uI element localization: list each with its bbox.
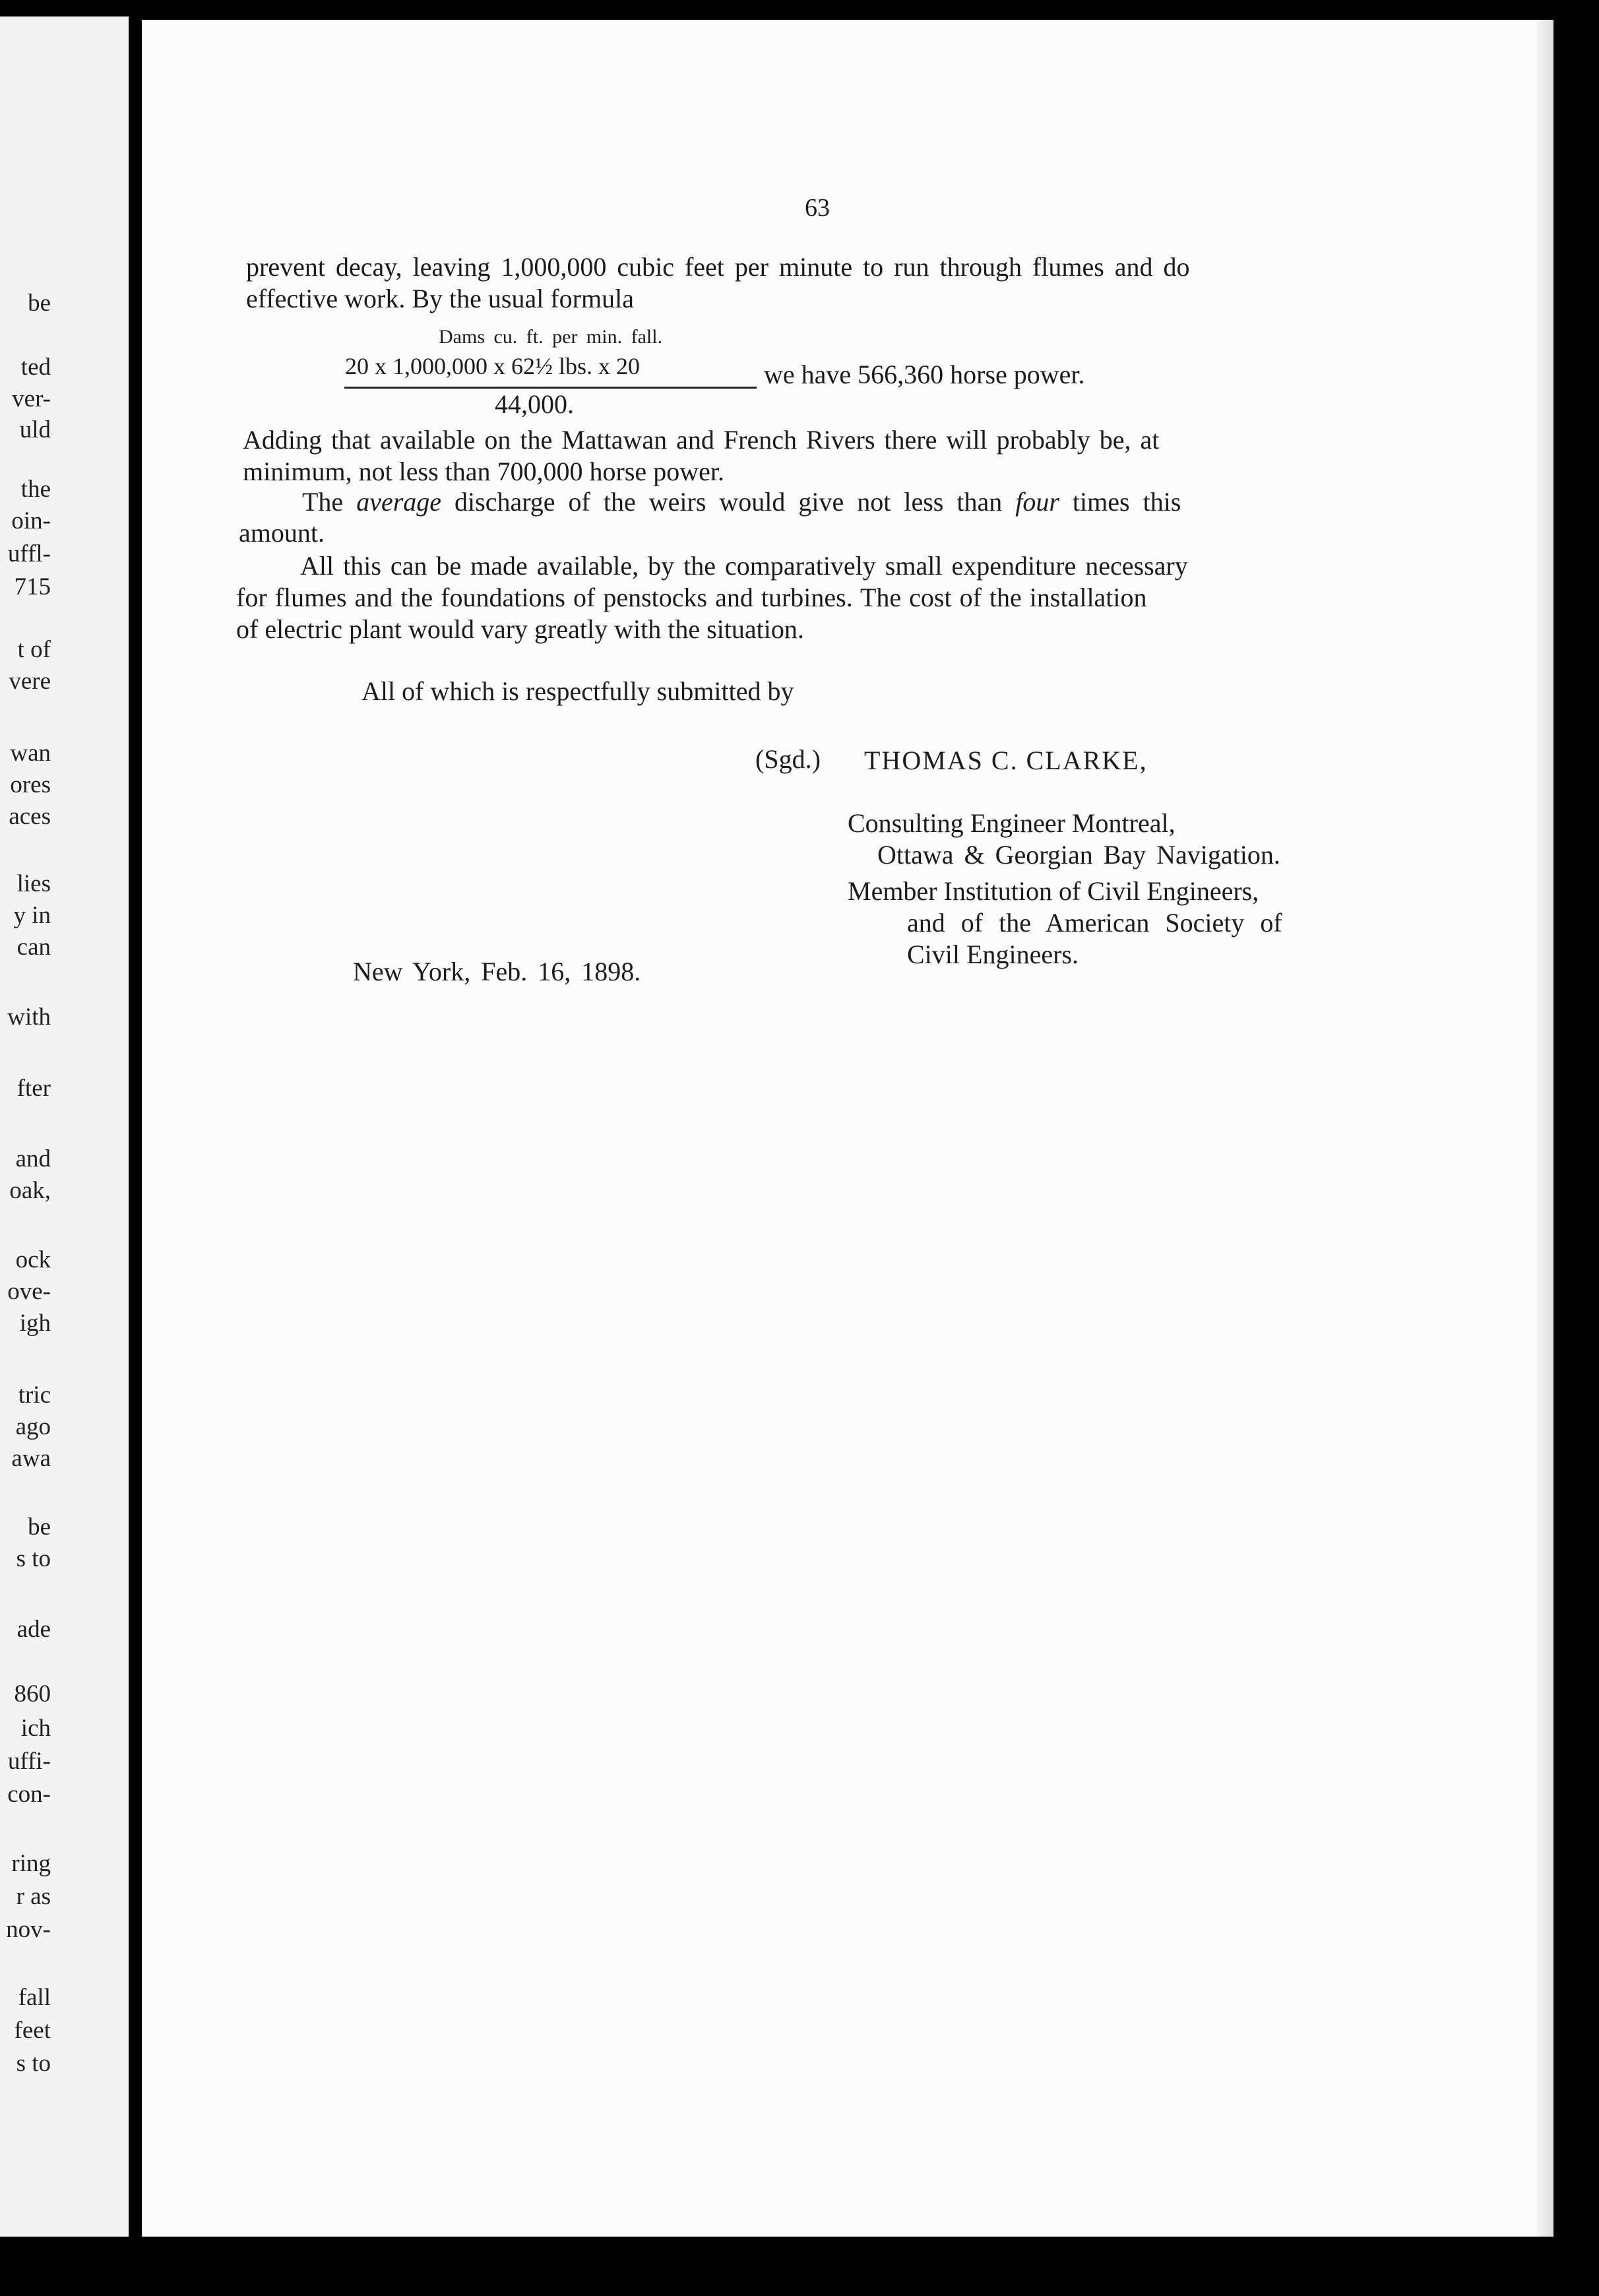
paragraph-4-line-2: for flumes and the foundations of penstocks and turbines. The cost of the installation xyxy=(236,583,1147,612)
left-fragment: the xyxy=(20,476,51,503)
formula-fraction-bar xyxy=(344,387,757,389)
closing-line: All of which is respectfully submitted by xyxy=(361,676,794,706)
left-fragment: igh xyxy=(19,1310,51,1337)
formula-denominator: 44,000. xyxy=(495,389,574,419)
left-fragment: be xyxy=(28,290,51,317)
left-fragment: be xyxy=(28,1514,51,1541)
page-edge-shadow xyxy=(1537,20,1553,2237)
signatory-title-1: Consulting Engineer Montreal, xyxy=(848,808,1176,838)
left-fragment: ade xyxy=(16,1616,51,1643)
left-fragment: fter xyxy=(16,1075,51,1102)
paragraph-2-line-1: Adding that available on the Mattawan and French Rivers there will probably be, at xyxy=(243,425,1160,455)
formula-numerator: 20 x 1,000,000 x 62½ lbs. x 20 xyxy=(345,353,641,379)
emphasis-average: average xyxy=(356,487,442,517)
page-number: 63 xyxy=(805,194,830,222)
left-fragment: ich xyxy=(20,1715,51,1742)
paragraph-4-line-3: of electric plant would vary greatly with the situation. xyxy=(236,614,804,644)
left-fragment: ago xyxy=(15,1413,51,1440)
signatory-title-5: Civil Engineers. xyxy=(907,940,1079,969)
paragraph-4-line-1: All this can be made available, by the comparatively small expenditure necessary xyxy=(300,551,1188,581)
signatory-title-4: and of the American Society of xyxy=(907,908,1282,938)
place-and-date: New York, Feb. 16, 1898. xyxy=(353,957,641,986)
left-fragment: and xyxy=(15,1145,51,1172)
left-fragment: vere xyxy=(9,668,51,695)
signatory-title-3: Member Institution of Civil Engineers, xyxy=(848,876,1259,906)
left-fragment: aces xyxy=(9,803,51,830)
left-fragment: with xyxy=(7,1004,51,1031)
left-fragment: tric xyxy=(18,1382,51,1409)
left-fragment: oin- xyxy=(11,507,51,534)
left-fragment: 860 xyxy=(14,1680,51,1707)
scan-border-bottom xyxy=(0,2237,1599,2296)
left-fragment: lies xyxy=(16,870,51,897)
left-fragment: oak, xyxy=(9,1177,51,1204)
left-fragment: s to xyxy=(16,2050,51,2077)
left-fragment: wan xyxy=(10,740,51,767)
paragraph-1-line-2: effective work. By the usual formula xyxy=(246,284,634,313)
signatory-title-2: Ottawa & Georgian Bay Navigation. xyxy=(877,840,1280,870)
scan-border-right xyxy=(1553,26,1599,2243)
left-fragment: nov- xyxy=(6,1916,51,1943)
left-fragment: ove- xyxy=(7,1278,51,1305)
left-fragment: y in xyxy=(13,902,51,929)
paragraph-2-line-2: minimum, not less than 700,000 horse power. xyxy=(243,457,724,486)
left-fragment: fall xyxy=(18,1984,51,2011)
left-fragment: ring xyxy=(11,1850,51,1877)
signatory-name: THOMAS C. CLARKE, xyxy=(864,746,1148,775)
left-fragment: can xyxy=(16,934,51,961)
formula-result: we have 566,360 horse power. xyxy=(764,360,1085,389)
left-fragment: uffl- xyxy=(7,540,51,567)
emphasis-four: four xyxy=(1015,487,1059,517)
paragraph-3-line-2: amount. xyxy=(239,518,325,548)
left-fragment: ock xyxy=(15,1246,51,1273)
left-fragment: awa xyxy=(11,1445,51,1472)
paragraph-3-line-1: The average discharge of the weirs would give not less than four times this xyxy=(302,487,1181,517)
left-fragment: s to xyxy=(16,1545,51,1572)
left-page-sliver xyxy=(0,16,129,2247)
left-fragment: ores xyxy=(10,771,51,798)
left-fragment: ver- xyxy=(12,385,51,412)
left-fragment: t of xyxy=(17,636,51,663)
left-fragment: feet xyxy=(14,2017,51,2044)
left-fragment: 715 xyxy=(14,573,51,600)
signature-sgd: (Sgd.) xyxy=(755,744,821,774)
left-fragment: uffi- xyxy=(7,1748,51,1775)
left-fragment: ted xyxy=(20,354,51,381)
formula-labels: Dams cu. ft. per min. fall. xyxy=(439,326,663,348)
left-fragment: r as xyxy=(16,1883,51,1910)
left-fragment: con- xyxy=(7,1781,51,1808)
left-fragment: uld xyxy=(19,416,51,443)
paragraph-1-line-1: prevent decay, leaving 1,000,000 cubic feet per minute to run through flumes and do xyxy=(246,252,1190,282)
